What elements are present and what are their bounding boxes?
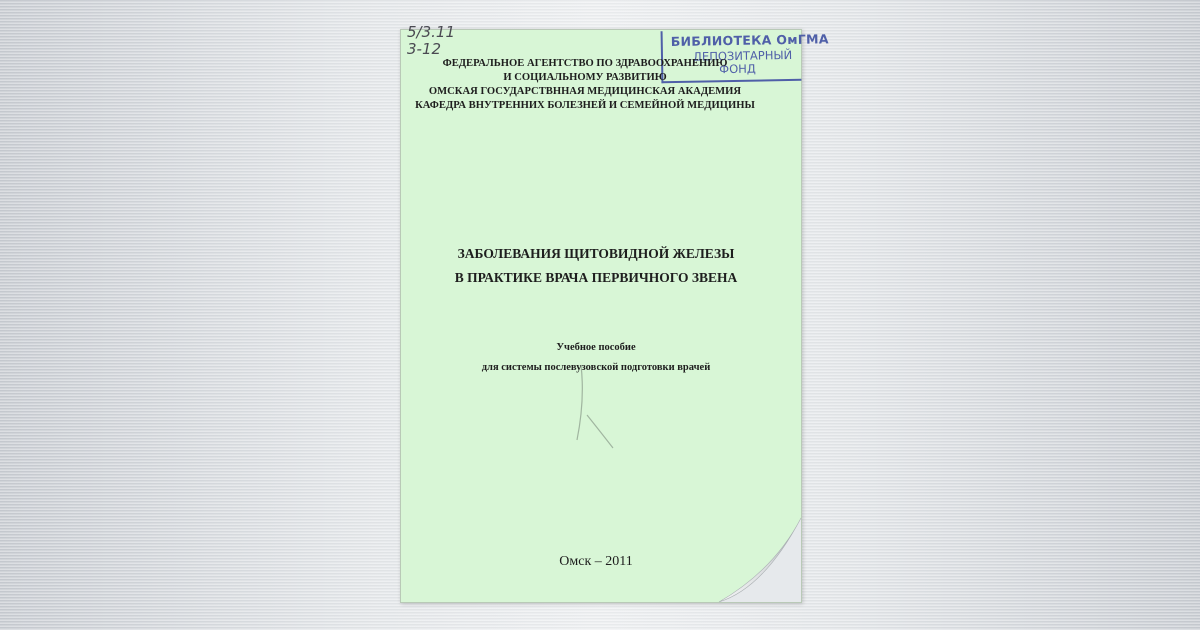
document-cover: [400, 23, 829, 603]
document-title: [401, 242, 791, 290]
stamp-depository: ДЕПОЗИТАРНЫЙ: [692, 47, 793, 64]
handwritten-line-1: 5/3.11: [407, 23, 455, 41]
handwritten-line-2: 3-12: [407, 40, 442, 58]
institution-header: [415, 57, 755, 113]
header-academy: ОМСКАЯ ГОСУДАРСТВННАЯ МЕДИЦИНСКАЯ АКАДЕМИЯ: [428, 86, 742, 97]
pencil-mark: [551, 360, 631, 470]
title-line-1: ЗАБОЛЕВАНИЯ ЩИТОВИДНОЙ ЖЕЛЕЗЫ: [457, 246, 735, 261]
place-year: Омск – 2011: [559, 554, 633, 569]
stamp-fund: ФОНД: [719, 61, 756, 77]
title-line-2: В ПРАКТИКЕ ВРАЧА ПЕРВИЧНОГО ЗВЕНА: [454, 270, 738, 285]
header-agency-cont: И СОЦИАЛЬНОМУ РАЗВИТИЮ: [503, 72, 667, 83]
page-curl: [719, 518, 801, 602]
subtitle-type: Учебное пособие: [556, 342, 636, 353]
stamp-library-name: БИБЛИОТЕКА ОмГМА: [670, 31, 829, 50]
header-agency: ФЕДЕРАЛЬНОЕ АГЕНТСТВО ПО ЗДРАВООХРАНЕНИЮ: [442, 58, 728, 69]
handwritten-shelf-mark: [407, 24, 455, 58]
subtitle-audience: для системы послевузовской подготовки врачей: [481, 362, 711, 373]
header-department: КАФЕДРА ВНУТРЕННИХ БОЛЕЗНЕЙ И СЕМЕЙНОЙ МЕДИЦИНЫ: [415, 100, 755, 111]
